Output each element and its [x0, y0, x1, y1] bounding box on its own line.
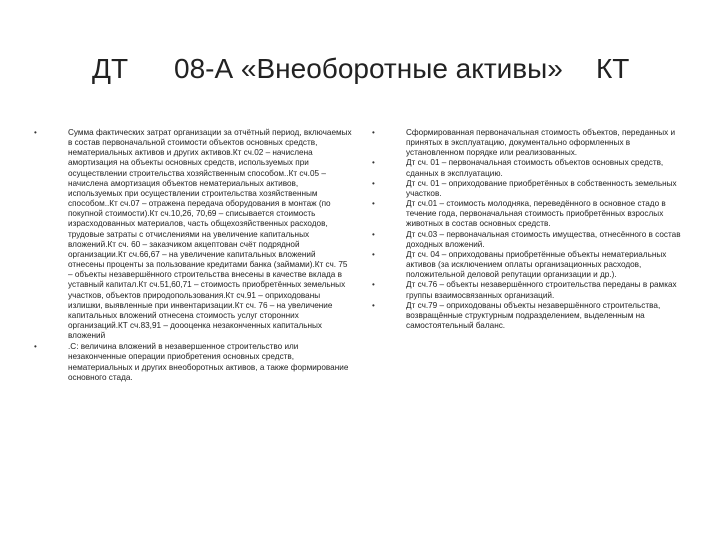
list-item-text: Сумма фактических затрат организации за отчётный период, включаемых в состав первоначальной стоимости объектов основных средств, нематериальных активов и других активов.Кт сч.02 – начислена амортизация на объекты основных средств, используемых при осуществлении строительства хозяйственным способом..Кт сч.05 – начислена амортизация объектов нематериальных активов, используемых при осуществлении строительства хозяйственным способом..Кт сч.07 – отражена передача оборудования в монтаж (по покупной стоимости).Кт сч.10,26, 70,69 – списывается стоимость израсходованных материалов, часть общехозяйственных расходов, трудовые затраты с отчислениями на увеличение капитальных вложений.Кт сч. 60 – заказчиком акцептован счёт подрядной организации.Кт сч.66,67 – на увеличение капитальных вложений отнесены проценты за пользование кредитами банка (займами).Кт сч. 75 – объекты незавершённого строительства внесены в качестве вклада в уставный капитал.Кт сч.51,60,71 – стоимость приобретённых земельных участков, объектов природопользования.Кт сч.91 – оприходованы излишки, выявленные при инвентаризации.Кт сч. 76 – на увеличение капитальных вложений отнесена стоимость услуг сторонних организаций.КТ сч.83,91 – доооценка незаконченных капитальных вложений: [68, 128, 352, 341]
list-item: [372, 128, 690, 158]
debit-list: [34, 128, 352, 383]
list-item-text: Дт сч.03 – первоначальная стоимость имущества, отнесённого в состав доходных вложений.: [406, 229, 681, 249]
list-item-text: Дт сч. 01 – оприходование приобретённых в собственность земельных участков.: [406, 178, 677, 198]
debit-column: [34, 128, 352, 383]
bullet-icon: •: [372, 158, 375, 168]
bullet-icon: •: [372, 229, 375, 239]
list-item: [372, 199, 690, 229]
debit-heading: ДТ: [92, 53, 129, 84]
slide-title: [0, 52, 720, 92]
list-item: [34, 128, 352, 341]
bullet-icon: •: [34, 342, 37, 352]
bullet-icon: •: [372, 249, 375, 259]
list-item: [34, 342, 352, 383]
bullet-icon: •: [372, 178, 375, 188]
list-item: [372, 158, 690, 178]
credit-list: [372, 128, 690, 331]
credit-heading: КТ: [596, 53, 630, 84]
bullet-icon: •: [372, 199, 375, 209]
list-item: [372, 301, 690, 331]
list-item: [372, 250, 690, 280]
list-item: [372, 230, 690, 250]
list-item-text: Дт сч.01 – стоимость молодняка, переведённого в основное стадо в течение года, первоначальная стоимость приобретённых взрослых животных в состав основных средств.: [406, 199, 666, 229]
list-item-text: Дт сч. 04 – оприходованы приобретённые объекты нематериальных активов (за исключением оплаты организационных расходов, положительной деловой репутации организации и др.).: [406, 249, 667, 280]
credit-column: [372, 128, 690, 331]
list-item-text: .С: величина вложений в незавершенное строительство или незаконченные операции приобретения основных средств, нематериальных и других внеоборотных активов, а также формирование основного стада.: [68, 342, 349, 382]
list-item-text: Дт сч.76 – объекты незавершённого строительства переданы в рамках группы взаимосвязанных организаций.: [406, 280, 677, 300]
list-item: [372, 179, 690, 199]
list-item-text: Дт сч. 01 – первоначальная стоимость объектов основных средств, сданных в эксплуатацию.: [406, 158, 664, 178]
bullet-icon: •: [34, 128, 37, 137]
bullet-icon: •: [372, 128, 375, 137]
list-item-text: Дт сч.79 – оприходованы объекты незавершённого строительства, возвращённые структурным подразделением, выделенным на самостоятельный баланс.: [406, 300, 661, 330]
bullet-icon: •: [372, 280, 375, 290]
list-item-text: Сформированная первоначальная стоимость объектов, переданных и принятых в эксплуатацию, документально оформленных в установленном порядке или реализованных.: [406, 128, 676, 158]
account-title: 08-А «Внеоборотные активы»: [174, 53, 563, 84]
bullet-icon: •: [372, 300, 375, 310]
list-item: [372, 280, 690, 300]
